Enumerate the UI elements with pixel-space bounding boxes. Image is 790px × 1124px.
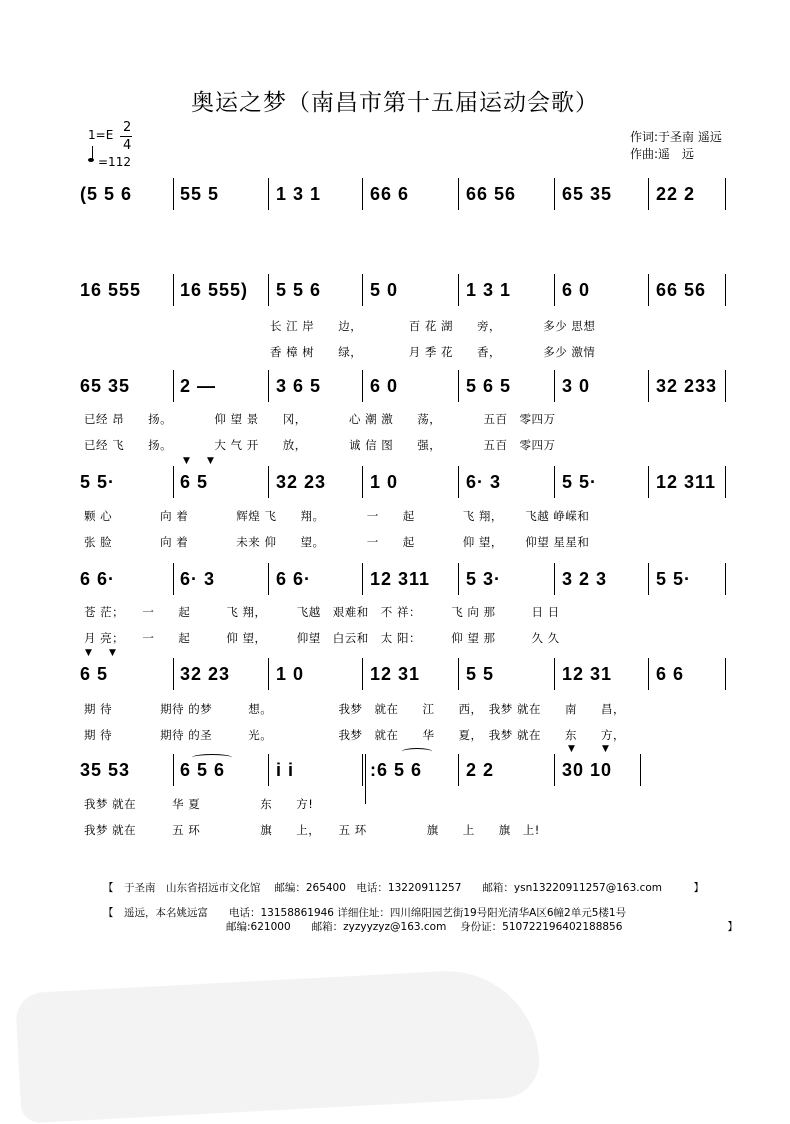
barline bbox=[173, 178, 174, 210]
measure: 2 2 bbox=[466, 760, 495, 780]
barline bbox=[725, 274, 726, 306]
barline bbox=[458, 466, 459, 498]
barline bbox=[554, 658, 555, 690]
measure: 1 3 1 bbox=[466, 280, 512, 300]
measure: 6 6 bbox=[656, 664, 685, 684]
measure: 30 10 bbox=[562, 760, 613, 780]
accent-mark-icon: ▼ bbox=[183, 456, 190, 466]
measure: 66 56 bbox=[656, 280, 707, 300]
key-signature: 1=E bbox=[88, 128, 114, 142]
barline bbox=[458, 274, 459, 306]
measure: 22 2 bbox=[656, 184, 696, 204]
measure: 1 0 bbox=[276, 664, 305, 684]
accent-mark-icon: ▼ bbox=[207, 456, 214, 466]
lyric-line: 已经 飞 扬。 大 气 开 放， 诚 信 图 强， 五百 零四万 bbox=[84, 438, 556, 452]
barline bbox=[554, 466, 555, 498]
measure: 5 6 5 bbox=[466, 376, 512, 396]
measure: 65 35 bbox=[562, 184, 613, 204]
background-smudge bbox=[15, 966, 541, 1123]
lyric-line: 月 亮； 一 起 仰 望， 仰望 白云和 太 阳： 仰 望 那 久 久 bbox=[84, 631, 560, 645]
measure: 5 5· bbox=[80, 472, 116, 492]
measure: 3 0 bbox=[562, 376, 591, 396]
measure: 55 5 bbox=[180, 184, 220, 204]
barline bbox=[268, 178, 269, 210]
repeat-barline bbox=[365, 754, 366, 804]
barline bbox=[725, 658, 726, 690]
barline bbox=[648, 466, 649, 498]
barline bbox=[725, 466, 726, 498]
barline bbox=[362, 178, 363, 210]
barline bbox=[362, 754, 363, 786]
barline bbox=[554, 563, 555, 595]
measure: 32 23 bbox=[276, 472, 327, 492]
accent-mark-icon: ▼ bbox=[568, 744, 575, 754]
lyric-line: 期 待 期待 的圣 光。 我梦 就在 华 夏， 我梦 就在 东 方， bbox=[84, 728, 625, 742]
tempo: =112 bbox=[98, 155, 131, 169]
barline bbox=[725, 370, 726, 402]
lyric-line: 颗 心 向 着 辉煌 飞 翔。 一 起 飞 翔， 飞越 峥嵘和 bbox=[84, 509, 590, 523]
barline bbox=[173, 658, 174, 690]
measure: 12 311 bbox=[656, 472, 717, 492]
barline bbox=[458, 370, 459, 402]
footer-contact-2: 【 遥远，本名姚远富 电话：13158861946 详细住址：四川绵阳园艺街19号阳光清华A区6幢2单元5楼1号 bbox=[103, 907, 627, 919]
score-row-1 bbox=[80, 178, 730, 218]
time-signature-bottom: 4 bbox=[123, 138, 132, 153]
barline bbox=[268, 658, 269, 690]
lyric-line: 香 樟 树 绿， 月 季 花 香， 多少 激情 bbox=[270, 345, 596, 359]
measure: 35 53 bbox=[80, 760, 131, 780]
time-signature-line bbox=[120, 136, 132, 137]
barline bbox=[362, 658, 363, 690]
measure: 5 0 bbox=[370, 280, 399, 300]
measure: 16 555) bbox=[180, 280, 249, 300]
score-row-3 bbox=[80, 370, 730, 410]
measure: 2 — bbox=[180, 376, 217, 396]
measure: 6 5 bbox=[180, 472, 209, 492]
score-row-6 bbox=[80, 648, 730, 698]
barline bbox=[173, 466, 174, 498]
barline bbox=[640, 754, 641, 786]
barline bbox=[173, 370, 174, 402]
accent-mark-icon: ▼ bbox=[85, 648, 92, 658]
barline bbox=[458, 754, 459, 786]
barline bbox=[362, 274, 363, 306]
measure: 6 0 bbox=[562, 280, 591, 300]
measure: 5 5· bbox=[656, 569, 692, 589]
measure: 65 35 bbox=[80, 376, 131, 396]
measure: 5 3· bbox=[466, 569, 502, 589]
measure: 12 31 bbox=[370, 664, 421, 684]
lyricist-credit: 作词:于圣南 遥远 bbox=[630, 130, 722, 144]
score-row-4 bbox=[80, 456, 730, 506]
barline bbox=[173, 754, 174, 786]
barline bbox=[648, 563, 649, 595]
measure: 6 6· bbox=[80, 569, 116, 589]
measure: (5 5 6 bbox=[80, 184, 133, 204]
barline bbox=[554, 370, 555, 402]
measure: 66 6 bbox=[370, 184, 410, 204]
measure: 1 0 bbox=[370, 472, 399, 492]
score-row-5 bbox=[80, 563, 730, 603]
barline bbox=[554, 754, 555, 786]
measure: 12 31 bbox=[562, 664, 613, 684]
lyric-line: 期 待 期待 的梦 想。 我梦 就在 江 西， 我梦 就在 南 昌， bbox=[84, 702, 625, 716]
barline bbox=[362, 563, 363, 595]
measure: 5 5· bbox=[562, 472, 598, 492]
accent-mark-icon: ▼ bbox=[602, 744, 609, 754]
footer-contact-3: 邮编:621000 邮箱：zyzyyzyz@163.com 身份证：510722196402188856 】 bbox=[226, 921, 738, 933]
measure: 5 5 bbox=[466, 664, 495, 684]
measure: 6· 3 bbox=[466, 472, 502, 492]
measure: 3 2 3 bbox=[562, 569, 608, 589]
lyric-line: 长 江 岸 边， 百 花 湖 旁， 多少 思想 bbox=[270, 319, 596, 333]
measure: :6 5 6 bbox=[370, 760, 423, 780]
measure: i i bbox=[276, 760, 295, 780]
barline bbox=[648, 178, 649, 210]
barline bbox=[458, 178, 459, 210]
barline bbox=[648, 274, 649, 306]
lyric-line: 张 脸 向 着 未来 仰 望。 一 起 仰 望， 仰望 星星和 bbox=[84, 535, 590, 549]
measure: 6 6· bbox=[276, 569, 312, 589]
measure: 6· 3 bbox=[180, 569, 216, 589]
measure: 32 233 bbox=[656, 376, 718, 396]
barline bbox=[362, 370, 363, 402]
barline bbox=[268, 754, 269, 786]
barline bbox=[554, 178, 555, 210]
song-title: 奥运之梦（南昌市第十五届运动会歌） bbox=[191, 90, 599, 116]
barline bbox=[458, 563, 459, 595]
barline bbox=[648, 370, 649, 402]
barline bbox=[362, 466, 363, 498]
footer-contact-1: 【 于圣南 山东省招远市文化馆 邮编：265400 电话：13220911257 邮箱：ysn13220911257@163.com 】 bbox=[103, 882, 705, 894]
lyric-line: 我梦 就在 华 夏 东 方! bbox=[84, 797, 314, 811]
accent-mark-icon: ▼ bbox=[109, 648, 116, 658]
quarter-note-icon bbox=[88, 158, 94, 162]
barline bbox=[725, 178, 726, 210]
measure: 6 5 6 bbox=[180, 760, 226, 780]
barline bbox=[458, 658, 459, 690]
score-row-2 bbox=[80, 274, 730, 314]
measure: 16 555 bbox=[80, 280, 142, 300]
measure: 32 23 bbox=[180, 664, 231, 684]
lyric-line: 已经 昂 扬。 仰 望 景 冈， 心 潮 激 荡， 五百 零四万 bbox=[84, 412, 556, 426]
barline bbox=[554, 274, 555, 306]
barline bbox=[648, 658, 649, 690]
lyric-line: 我梦 就在 五 环 旗 上， 五 环 旗 上 旗 上! bbox=[84, 823, 540, 837]
lyric-line: 苍 茫； 一 起 飞 翔， 飞越 艰难和 不 祥： 飞 向 那 日 日 bbox=[84, 605, 560, 619]
barline bbox=[173, 274, 174, 306]
measure: 1 3 1 bbox=[276, 184, 322, 204]
barline bbox=[725, 563, 726, 595]
barline bbox=[268, 563, 269, 595]
composer-credit: 作曲:遥 远 bbox=[630, 147, 695, 161]
measure: 12 311 bbox=[370, 569, 431, 589]
score-row-7 bbox=[80, 744, 730, 794]
barline bbox=[268, 370, 269, 402]
barline bbox=[268, 274, 269, 306]
measure: 5 5 6 bbox=[276, 280, 322, 300]
slur-icon bbox=[402, 748, 432, 755]
barline bbox=[268, 466, 269, 498]
measure: 66 56 bbox=[466, 184, 517, 204]
measure: 3 6 5 bbox=[276, 376, 322, 396]
measure: 6 0 bbox=[370, 376, 399, 396]
time-signature-top: 2 bbox=[123, 120, 132, 135]
barline bbox=[173, 563, 174, 595]
measure: 6 5 bbox=[80, 664, 109, 684]
